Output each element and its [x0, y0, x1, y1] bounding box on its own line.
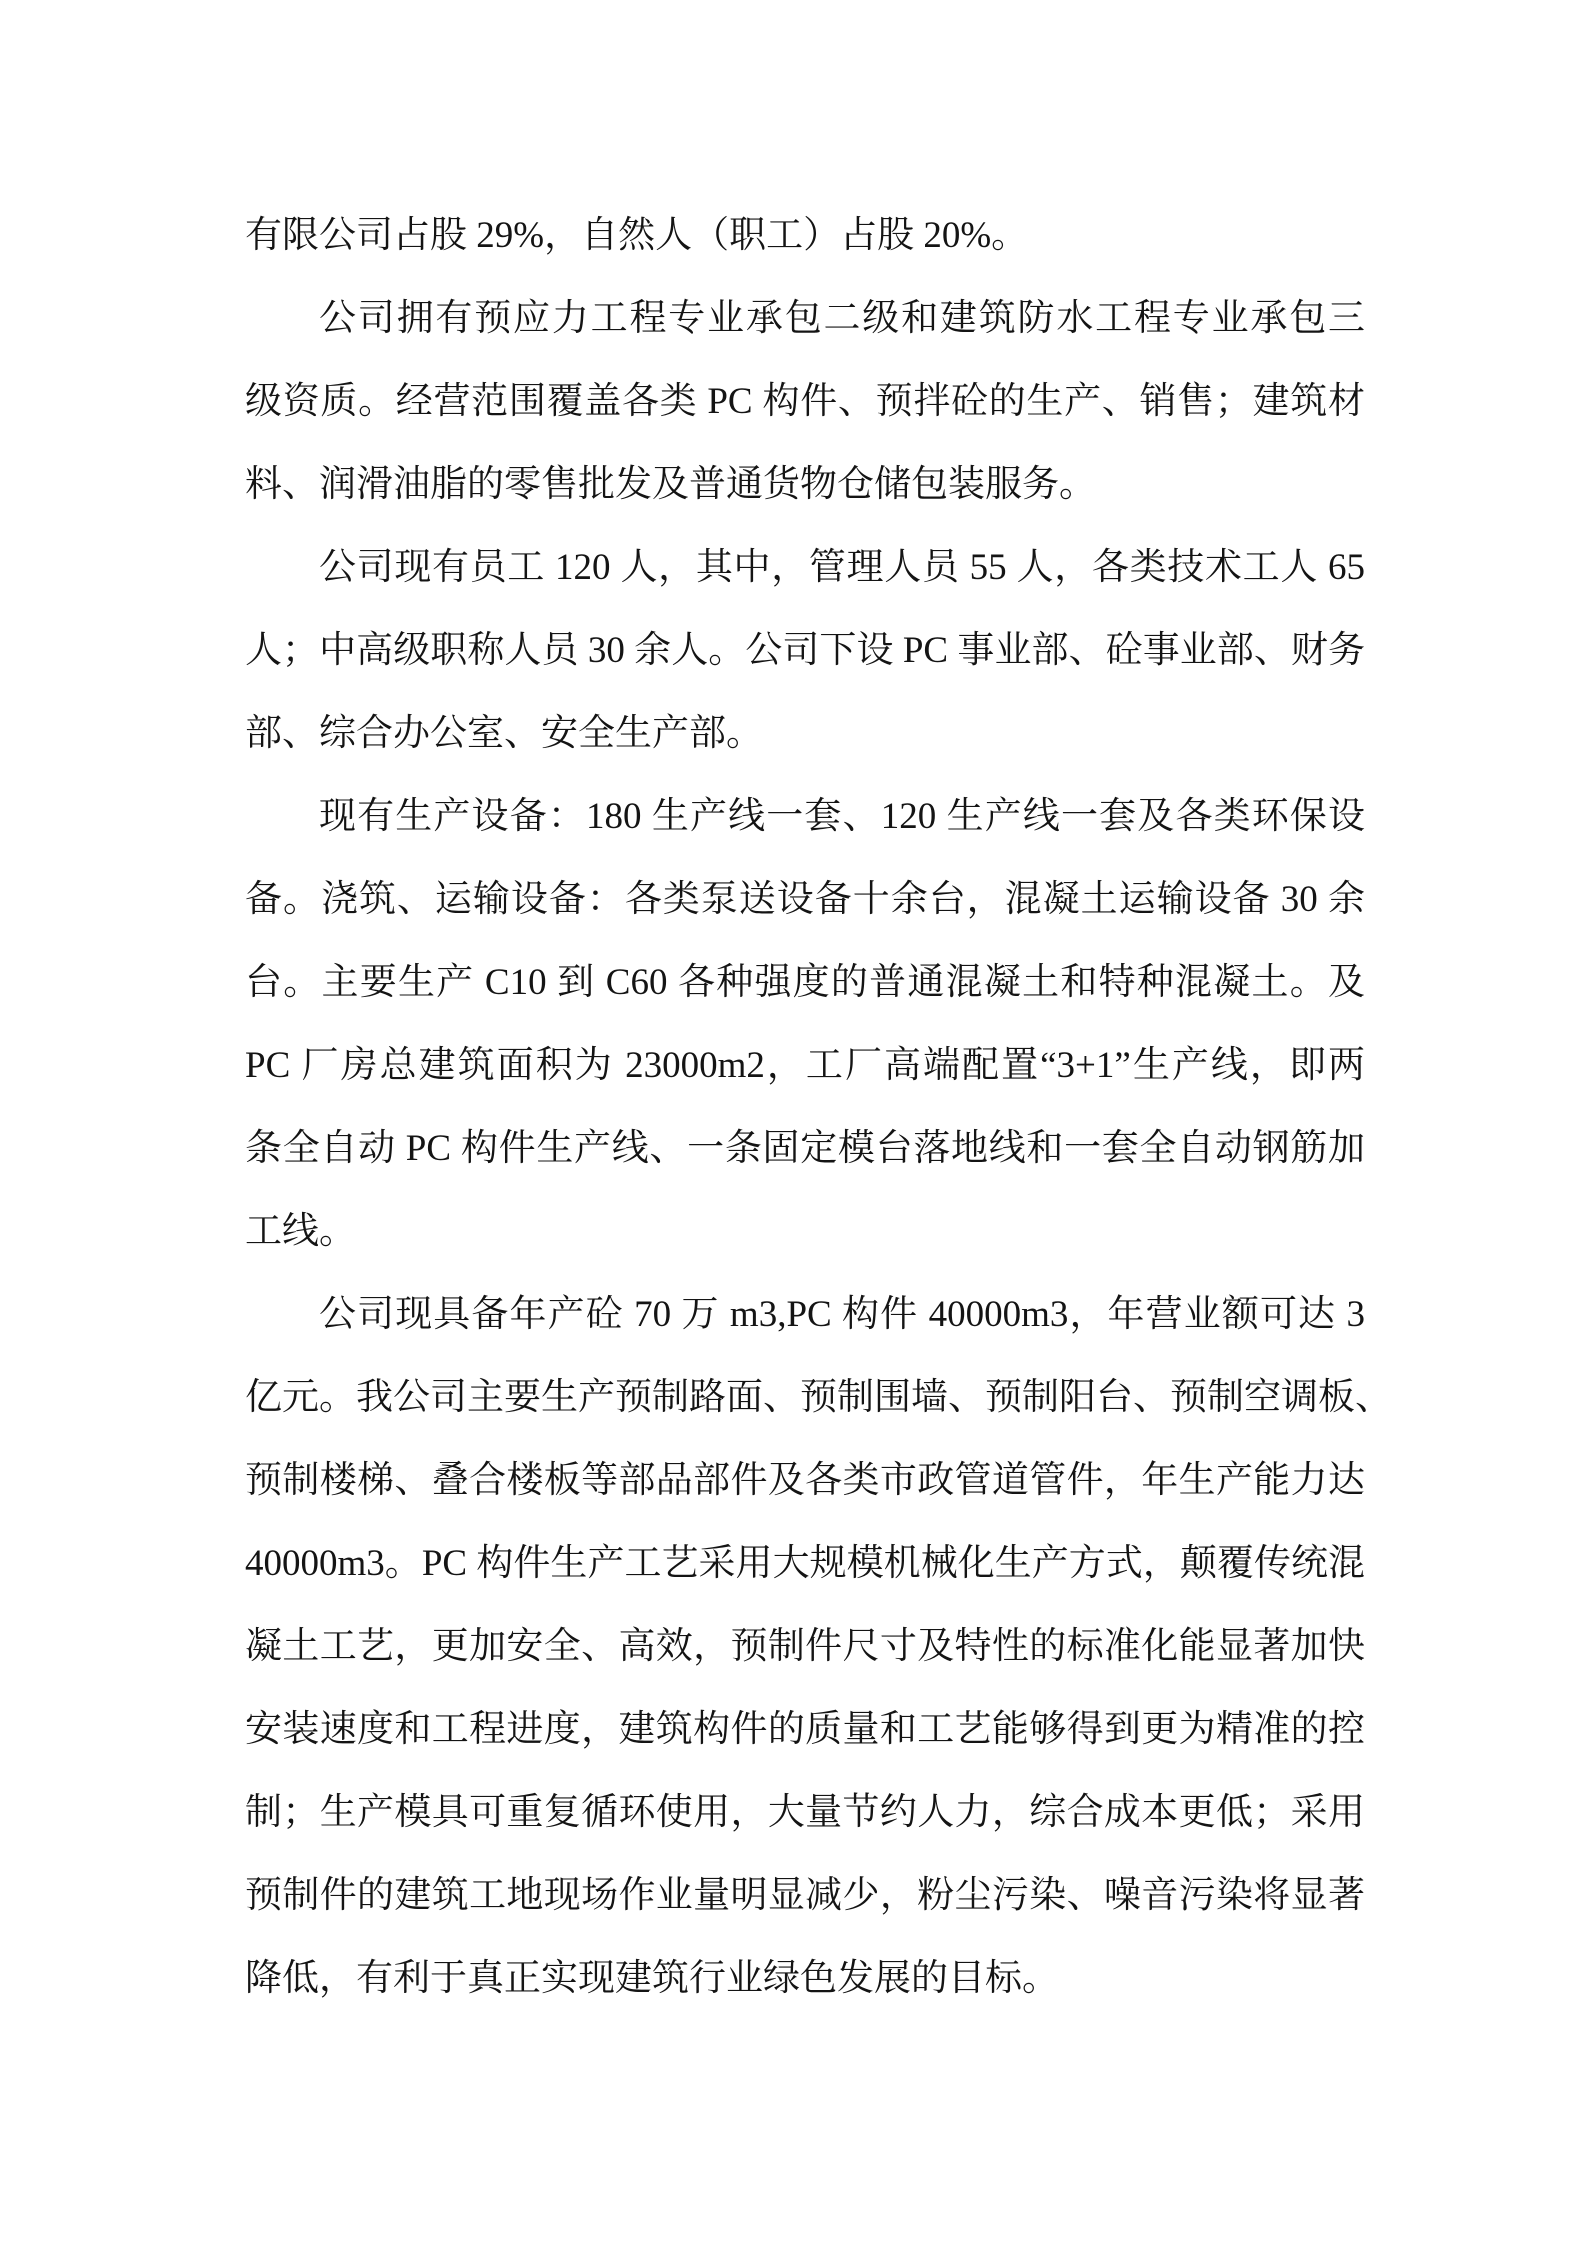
paragraph	[245, 775, 1365, 1273]
text-line: 条全自动 PC 构件生产线、一条固定模台落地线和一套全自动钢筋加	[245, 1128, 1365, 1169]
text-line: 工线。	[245, 1211, 356, 1252]
text-line: 料、润滑油脂的零售批发及普通货物仓储包装服务。	[245, 464, 1096, 505]
paragraph	[245, 1273, 1392, 2020]
paragraph	[245, 194, 1365, 277]
text-line: 现有生产设备：180 生产线一套、120 生产线一套及各类环保设	[319, 796, 1365, 837]
text-line: PC 厂房总建筑面积为 23000m2，工厂高端配置“3+1”生产线，即两	[245, 1045, 1365, 1086]
text-line: 安装速度和工程进度，建筑构件的质量和工艺能够得到更为精准的控	[245, 1709, 1365, 1750]
text-line: 凝土工艺，更加安全、高效，预制件尺寸及特性的标准化能显著加快	[245, 1626, 1365, 1667]
text-line: 制；生产模具可重复循环使用，大量节约人力，综合成本更低；采用	[245, 1792, 1365, 1833]
text-line: 公司拥有预应力工程专业承包二级和建筑防水工程专业承包三	[319, 298, 1365, 339]
text-line: 40000m3。PC 构件生产工艺采用大规模机械化生产方式，颠覆传统混	[245, 1543, 1365, 1584]
text-line: 亿元。我公司主要生产预制路面、预制围墙、预制阳台、预制空调板、	[245, 1377, 1392, 1418]
document-body	[245, 0, 1392, 2020]
text-line: 台。主要生产 C10 到 C60 各种强度的普通混凝土和特种混凝土。及	[245, 962, 1365, 1003]
text-line: 备。浇筑、运输设备：各类泵送设备十余台，混凝土运输设备 30 余	[245, 879, 1365, 920]
paragraph	[245, 526, 1365, 775]
text-line: 部、综合办公室、安全生产部。	[245, 713, 763, 754]
text-line: 公司现具备年产砼 70 万 m3,PC 构件 40000m3，年营业额可达 3	[319, 1294, 1365, 1335]
text-line: 人；中高级职称人员 30 余人。公司下设 PC 事业部、砼事业部、财务	[245, 630, 1365, 671]
text-line: 预制楼梯、叠合楼板等部品部件及各类市政管道管件，年生产能力达	[245, 1460, 1365, 1501]
text-line: 级资质。经营范围覆盖各类 PC 构件、预拌砼的生产、销售；建筑材	[245, 381, 1365, 422]
text-line: 降低，有利于真正实现建筑行业绿色发展的目标。	[245, 1958, 1059, 1999]
text-line: 预制件的建筑工地现场作业量明显减少，粉尘污染、噪音污染将显著	[245, 1875, 1365, 1916]
text-line: 公司现有员工 120 人，其中，管理人员 55 人，各类技术工人 65	[319, 547, 1365, 588]
paragraph	[245, 277, 1365, 526]
text-line: 有限公司占股 29%，自然人（职工）占股 20%。	[245, 215, 1029, 256]
